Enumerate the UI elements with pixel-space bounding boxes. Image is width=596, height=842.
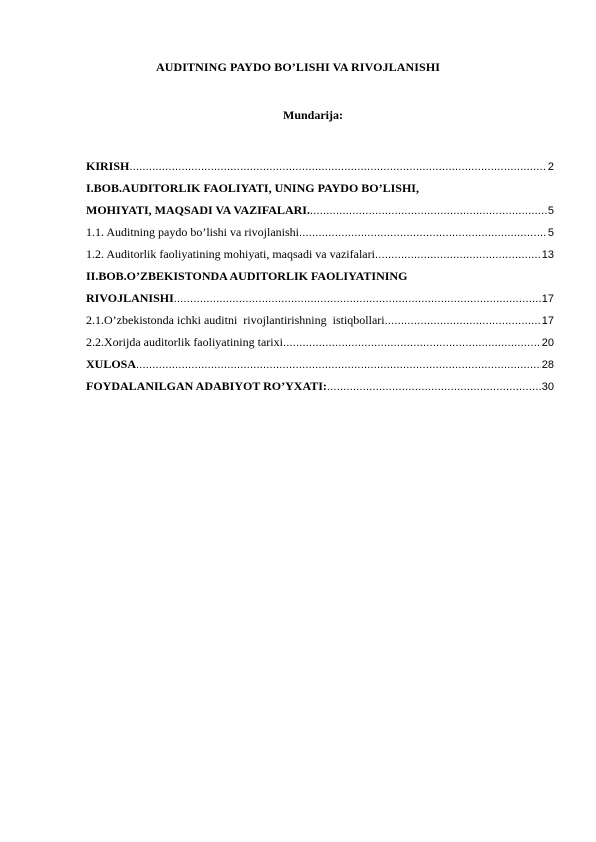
toc-heading: Mundarija: bbox=[283, 108, 343, 122]
toc-entry-xulosa[interactable] bbox=[86, 353, 554, 375]
document-title: AUDITNING PAYDO BO’LISHI VA RIVOJLANISHI bbox=[155, 60, 441, 74]
toc-dot-leader bbox=[327, 376, 541, 398]
toc-page-number: 30 bbox=[541, 381, 554, 393]
toc-entry-label: MOHIYATI, MAQSADI VA VAZIFALARI. bbox=[86, 203, 310, 217]
toc-page-number: 17 bbox=[541, 293, 554, 305]
toc-page-number: 5 bbox=[547, 205, 554, 217]
toc-entry-chapter-2[interactable] bbox=[86, 265, 554, 309]
toc-page-number: 13 bbox=[541, 249, 554, 261]
toc-dot-leader bbox=[136, 354, 541, 376]
toc-entry-chapter-1[interactable] bbox=[86, 177, 554, 221]
toc-entry-label-line1: I.BOB.AUDITORLIK FAOLIYATI, UNING PAYDO BO’LISHI, bbox=[86, 181, 419, 195]
toc-page-number: 17 bbox=[541, 315, 554, 327]
toc-entry-section-2-1[interactable] bbox=[86, 309, 554, 331]
toc-entry-label-line1: II.BOB.O’ZBEKISTONDA AUDITORLIK FAOLIYATINING bbox=[86, 269, 408, 283]
toc-page-number: 20 bbox=[541, 337, 554, 349]
toc-entry-references[interactable] bbox=[86, 375, 554, 397]
table-of-contents bbox=[86, 155, 554, 397]
toc-dot-leader bbox=[310, 200, 547, 222]
toc-dot-leader bbox=[375, 244, 541, 266]
toc-entry-label: 2.1.O’zbekistonda ichki auditni rivojlantirishning istiqbollari bbox=[86, 313, 385, 327]
toc-entry-label: RIVOJLANISHI bbox=[86, 291, 174, 305]
toc-dot-leader bbox=[283, 332, 541, 354]
toc-dot-leader bbox=[385, 310, 541, 332]
toc-dot-leader bbox=[129, 156, 547, 178]
toc-page-number: 5 bbox=[547, 227, 554, 239]
toc-entry-label: KIRISH bbox=[86, 159, 130, 173]
toc-entry-label: 1.1. Auditning paydo bo’lishi va rivojlanishi bbox=[86, 225, 299, 239]
toc-entry-kirish[interactable] bbox=[86, 155, 554, 177]
toc-entry-section-1-1[interactable] bbox=[86, 221, 554, 243]
toc-dot-leader bbox=[174, 288, 541, 310]
toc-entry-section-1-2[interactable] bbox=[86, 243, 554, 265]
toc-entry-label: 2.2.Xorijda auditorlik faoliyatining tarixi bbox=[86, 335, 283, 349]
toc-dot-leader bbox=[299, 222, 547, 244]
toc-page-number: 28 bbox=[541, 359, 554, 371]
toc-page-number: 2 bbox=[547, 161, 554, 173]
toc-entry-label: 1.2. Auditorlik faoliyatining mohiyati, maqsadi va vazifalari bbox=[86, 247, 375, 261]
toc-entry-section-2-2[interactable] bbox=[86, 331, 554, 353]
toc-entry-label: XULOSA bbox=[86, 357, 137, 371]
toc-entry-label: FOYDALANILGAN ADABIYOT RO’YXATI: bbox=[86, 379, 327, 393]
